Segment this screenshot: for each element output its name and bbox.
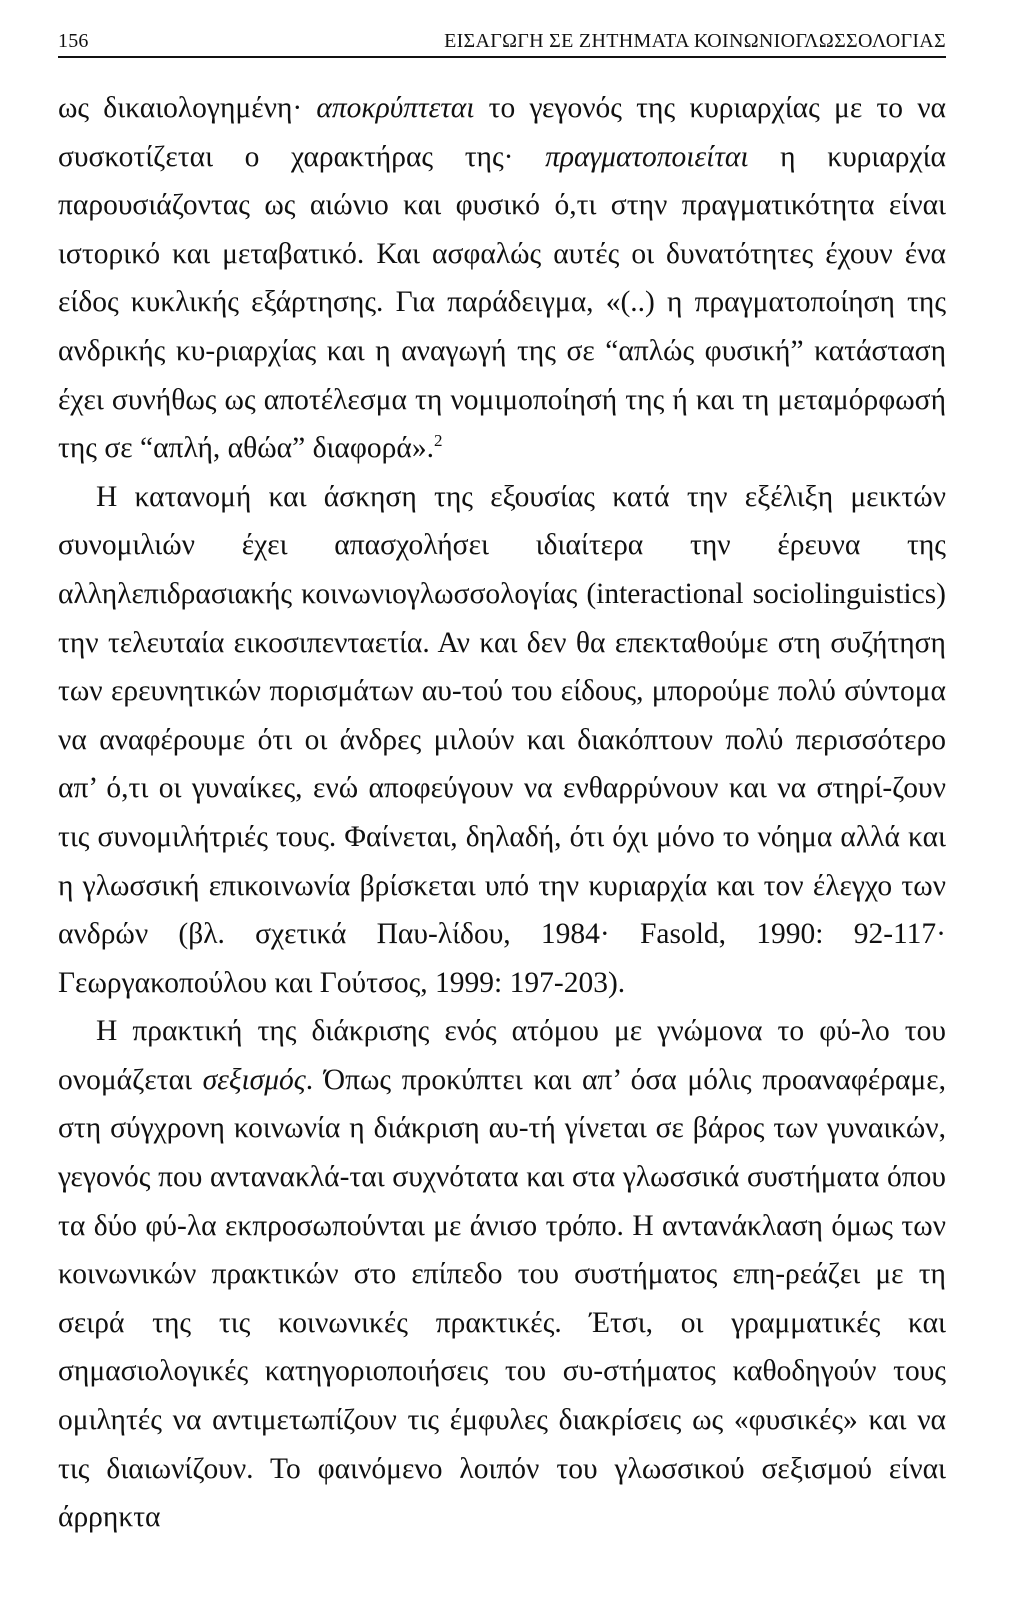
paragraph-2: Η κατανομή και άσκηση της εξουσίας κατά την εξέλιξη μεικτών συνομιλιών έχει απασχολήσει ιδιαίτερα την έρευνα της αλληλεπιδρασιακής κοινωνιογλωσσολογίας (interactional sociolinguistics) την τελευταία εικοσιπενταετία. Αν και δεν θα επεκταθούμε στη συζήτηση των ερευνητικών πορισμάτων αυ-τού του είδους, μπορούμε πολύ σύντομα να αναφέρουμε ότι οι άνδρες μιλούν και διακόπτουν πολύ περισσότερο απ’ ό,τι οι γυναίκες, ενώ αποφεύγουν να ενθαρρύνουν και να στηρί-ζουν τις συνομιλήτριές τους. Φαίνεται, δηλαδή, ότι όχι μόνο το νόημα αλλά και η γλωσσική επικοινωνία βρίσκεται υπό την κυριαρχία και τον έλεγχο των ανδρών (βλ. σχετικά Παυ-λίδου, 1984· Fasold, 1990: 92-117· Γεωργακοπούλου και Γούτσος, 1999: 197-203). bbox=[58, 480, 946, 999]
paragraph-3-text-b: . Όπως προκύπτει και απ’ όσα μόλις προαναφέραμε, στη σύγχρονη κοινωνία η διάκριση αυ-τή γίνεται σε βάρος των γυναικών, γεγονός που αντανακλά-ται συχνότατα και στα γλωσσικά συστήματα όπου τα δύο φύ-λα εκπροσωπούνται με άνισο τρόπο. Η αντανάκλαση όμως των κοινωνικών πρακτικών στο επίπεδο του συστήματος επη-ρεάζει με τη σειρά της τις κοινωνικές πρακτικές. Έτσι, οι γραμματικές και σημασιολογικές κατηγοριοποιήσεις του συ-στήματος καθοδηγούν τους ομιλητές να αντιμετωπίζουν τις έμφυλες διακρίσεις ως «φυσικές» και να τις διαιωνίζουν. Το φαινόμενο λοιπόν του γλωσσικού σεξισμού είναι άρρηκτα bbox=[58, 1063, 946, 1534]
paragraph-1-italic-b: πραγματοποιείται bbox=[545, 140, 749, 173]
footnote-reference: 2 bbox=[433, 431, 443, 451]
paragraph-3 bbox=[58, 1007, 946, 1542]
running-header bbox=[58, 28, 946, 58]
paragraph-3-text-a: Η πρακτική της διάκρισης ενός ατόμου με γνώμονα το φύ-λο του ονομάζεται bbox=[58, 1015, 946, 1096]
body-text bbox=[58, 84, 946, 1542]
paragraph-1-italic-a: αποκρύπτεται bbox=[316, 92, 475, 124]
paragraph-1-text-c: η κυριαρχία παρουσιάζοντας ως αιώνιο και φυσικό ό,τι στην πραγματικότητα είναι ιστορικό και μεταβατικό. Και ασφαλώς αυτές οι δυνατότητες έχουν ένα είδος κυκλικής εξάρτησης. Για παράδειγμα, «(..) η πραγματοποίηση της ανδρικής κυ-ριαρχίας και η αναγωγή της σε “απλώς φυσική” κατάσταση έχει συνήθως ως αποτέλεσμα τη νομιμοποίησή της ή και τη μεταμόρφωσή της σε “απλή, αθώα” διαφορά». bbox=[58, 140, 946, 465]
paragraph-1-text-b: το γεγονός της κυριαρχίας με το να συσκοτίζεται ο χαρακτήρας της· bbox=[58, 92, 947, 173]
page-number: 156 bbox=[58, 30, 89, 52]
paragraph-1-text-a: ως δικαιολογημένη· bbox=[58, 92, 317, 124]
book-page bbox=[58, 28, 946, 1542]
running-title: ΕΙΣΑΓΩΓΗ ΣΕ ΖΗΤΗΜΑΤΑ ΚΟΙΝΩΝΙΟΓΛΩΣΣΟΛΟΓΙΑΣ bbox=[444, 30, 946, 52]
paragraph-3-italic-term: σεξισμός bbox=[202, 1063, 306, 1096]
paragraph-1 bbox=[58, 84, 946, 473]
